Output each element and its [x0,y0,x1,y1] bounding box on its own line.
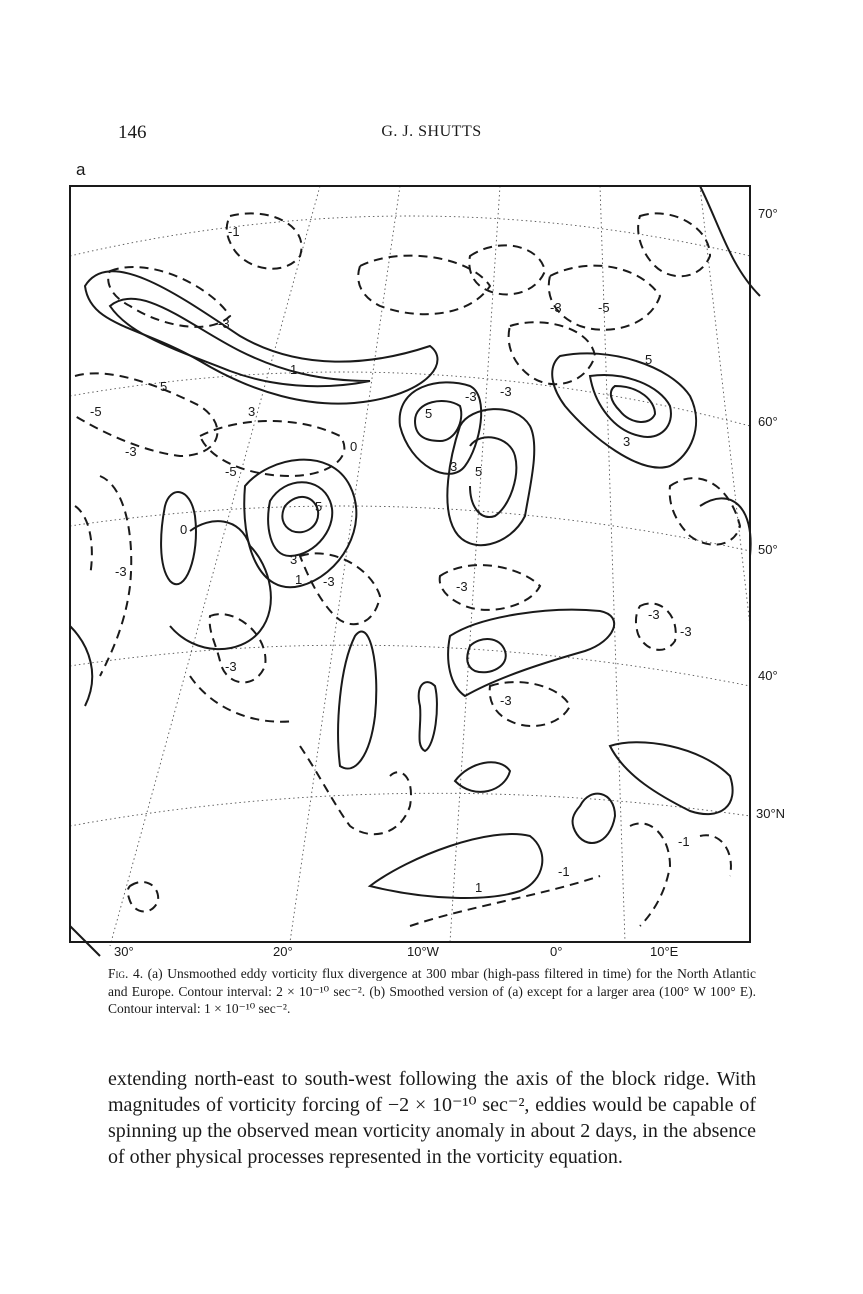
figure-caption [108,965,756,1018]
latitude-label: 60° [758,414,778,429]
running-head [0,122,863,146]
contour-label: -1 [678,834,690,849]
contour-label: 5 [160,379,168,394]
body-paragraph: extending north-east to south-west following the axis of the block ridge. With magnitudes of vorticity forcing of −2 × 10⁻¹⁰ sec⁻², eddies would be capable of spinning up the observed mean vorticity anomaly in about 2 days, in the absence of other physical processes represented in the vorticity equation. [108,1068,756,1168]
longitude-label: 0° [550,944,563,959]
contour-label: -1 [558,864,570,879]
contour-label: 0 [350,439,358,454]
negative-contours [75,213,740,926]
contour-label: 5 [425,406,433,421]
contour-label: 1 [290,362,298,377]
page-number: 146 [118,122,147,143]
contour-label: -5 [598,300,610,315]
latitude-label: 30°N [756,806,786,821]
contour-label: -3 [680,624,692,639]
contour-label: 5 [315,499,323,514]
figure-caption-label: Fig. 4. [108,966,144,981]
longitude-label: 30° [114,944,134,959]
contour-label: -3 [648,607,660,622]
contour-label: -3 [500,693,512,708]
longitude-label: 20° [273,944,293,959]
contour-label: -5 [90,404,102,419]
figure-panel-label: a [76,160,86,179]
running-head-author: G. J. SHUTTS [381,123,482,140]
contour-label: -3 [115,564,127,579]
contour-label: 5 [645,352,653,367]
contour-map-figure [70,186,786,959]
graticule [70,186,750,946]
contour-label: 3 [450,459,458,474]
contour-label: -3 [465,389,477,404]
contour-label: -3 [550,300,562,315]
contour-label: -1 [228,224,240,239]
positive-contours [70,186,760,956]
contour-label: 1 [295,572,303,587]
figure-caption-text: (a) Unsmoothed eddy vorticity flux divergence at 300 mbar (high-pass filtered in time) for the North Atlantic and Europe. Contour interval: 2 × 10⁻¹⁰ sec⁻². (b) Smoothed version of (a) except for a larger area (100° W 100° E). Contour interval: 1 × 10⁻¹⁰ sec⁻². [108,966,756,1016]
contour-label: -3 [500,384,512,399]
contour-label: -3 [323,574,335,589]
contour-label: -3 [225,659,237,674]
longitude-label: 10°E [650,944,679,959]
contour-label: 3 [623,434,631,449]
contour-label: 0 [180,522,188,537]
contour-label: -5 [225,464,237,479]
contour-label: -3 [456,579,468,594]
figure-frame [70,186,750,942]
longitude-label: 10°W [407,944,439,959]
contour-label: 5 [475,464,483,479]
contour-label: 3 [290,552,298,567]
contour-map [70,186,760,956]
latitude-label: 50° [758,542,778,557]
contour-label: -3 [218,316,230,331]
contour-label: -3 [125,444,137,459]
contour-label: 3 [248,404,256,419]
latitude-label: 40° [758,668,778,683]
contour-label: 1 [475,880,483,895]
latitude-label: 70° [758,206,778,221]
